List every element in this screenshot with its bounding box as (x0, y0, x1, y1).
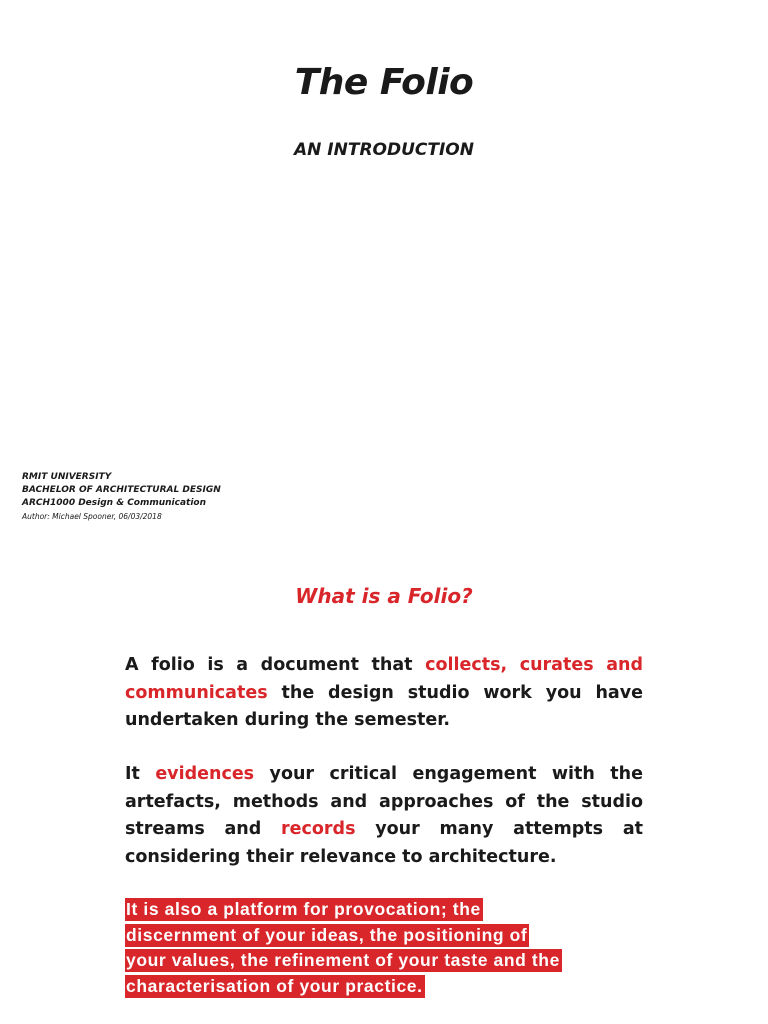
paragraph-definition (125, 652, 643, 735)
para1-text-1: A folio is a document that (125, 655, 426, 675)
credits-program: BACHELOR OF ARCHITECTURAL DESIGN (22, 485, 221, 495)
highlighted-statement (125, 897, 645, 999)
credits-course: ARCH1000 Design & Communication (22, 498, 207, 508)
highlight-line: discernment of your ideas, the positioning of (126, 924, 528, 945)
paragraph-evidence (125, 761, 643, 871)
para2-text-1: It (125, 764, 156, 784)
para2-text-2: your critical engagement with the artefacts, methods and approaches of the studio streams and (125, 764, 643, 839)
highlight-line: your values, the refinement of your taste and the (126, 950, 560, 970)
credits-institution: RMIT UNIVERSITY (22, 472, 112, 482)
para2-accent-records: records (281, 819, 356, 839)
section-heading: What is a Folio? (295, 584, 473, 608)
para2-accent-evidences: evidences (155, 764, 255, 784)
para1-text-2: the design studio work you have undertaken during the semester. (125, 682, 643, 730)
page-title: The Folio (294, 62, 474, 103)
highlight-line: characterisation of your practice. (126, 975, 423, 996)
credits-block (22, 471, 221, 523)
para2-text-3: your many attempts at considering their relevance to architecture. (125, 819, 643, 867)
page-subtitle: AN INTRODUCTION (294, 140, 474, 160)
para1-accent: collects, curates and communicates (125, 655, 643, 703)
highlight-line: It is also a platform for provocation; the (126, 899, 481, 919)
credits-author: Author: Michael Spooner, 06/03/2018 (22, 512, 162, 521)
